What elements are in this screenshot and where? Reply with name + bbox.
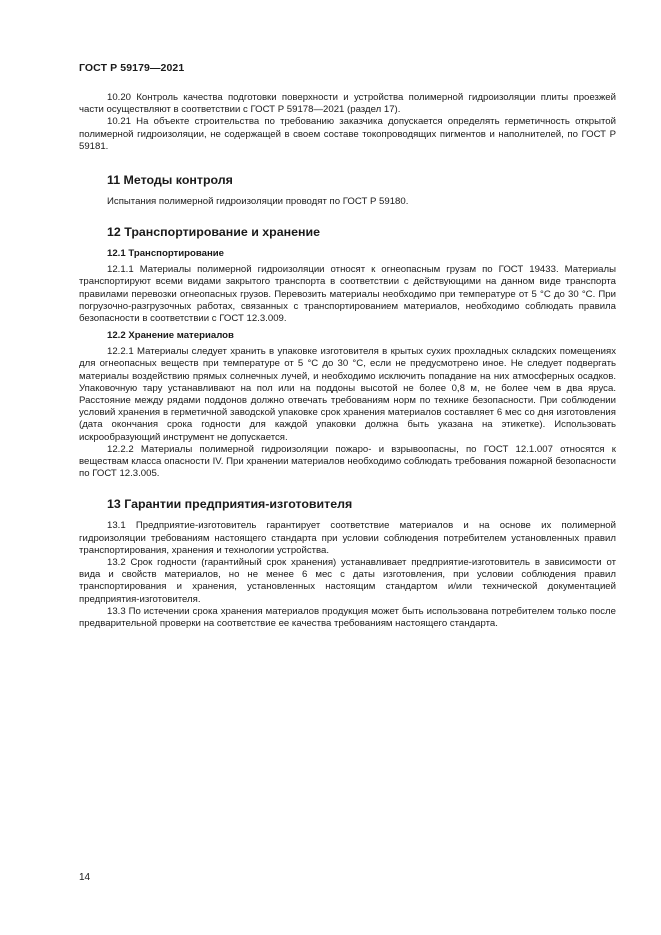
page-content: [79, 92, 616, 630]
paragraph-12-1-1: 12.1.1 Материалы полимерной гидроизоляции относят к огнеопасным грузам по ГОСТ 19433. Материалы транспортируют всеми видами закрытого транспорта в соответствии с действующими на данном виде транспорта правилами перевозки огнеопасных грузов. Перевозить материалы необходимо при температуре от 5 °С до 30 °С. При погрузочно-разгрузочных работах, связанных с транспортированием материалов, необходимо соблюдать правила безопасности в соответствии с ГОСТ 12.3.009.: [79, 264, 616, 325]
section-11-title: 11 Методы контроля: [107, 173, 233, 188]
paragraph-12-2-1: 12.2.1 Материалы следует хранить в упаковке изготовителя в крытых сухих прохладных складских помещениях для огнеопасных веществ при температуре от 5 °С до 30 °С, если не предусмотрено иное. Не следует подвергать материалы воздействию прямых солнечных лучей, и необходимо исключить попадание на них атмосферных осадков. Упаковочную тару устанавливают на пол или на поддоны высотой не более 0,8 м, не более чем в два яруса. Расстояние между рядами поддонов должно отвечать требованиям норм по технике безопасности. При соблюдении условий хранения в герметичной заводской упаковке срок хранения материалов составляет 6 мес со дня изготовления (дата окончания срока годности для каждой упаковки должна быть указана на этикетке). Использовать искрообразующий инструмент не допускается.: [79, 346, 616, 443]
paragraph-13-2: 13.2 Срок годности (гарантийный срок хранения) устанавливает предприятие-изготовитель в зависимости от вида и свойств материалов, но не менее 6 мес с даты изготовления, при условии соблюдения правил транспортирования и хранения, установленных настоящим стандартом и/или технической документацией предприятия-изготовителя.: [79, 557, 616, 605]
paragraph-13-3: 13.3 По истечении срока хранения материалов продукция может быть использована потребителем только после предварительной проверки на соответствие ее качества требованиям настоящего стандарта.: [79, 605, 616, 630]
section-13-title: 13 Гарантии предприятия-изготовителя: [107, 497, 353, 512]
paragraph-13-1: 13.1 Предприятие-изготовитель гарантирует соответствие материалов и на основе их полимерной гидроизоляции требованиям настоящего стандарта при условии соблюдения потребителем установленных правил транспортирования, хранения и технологии устройства.: [79, 520, 616, 556]
page-number: 14: [79, 872, 91, 883]
subsection-12-1-title: 12.1 Транспортирование: [107, 248, 224, 260]
section-12-title: 12 Транспортирование и хранение: [107, 225, 320, 240]
standard-header: ГОСТ Р 59179—2021: [79, 62, 185, 74]
paragraph-12-2-2: 12.2.2 Материалы полимерной гидроизоляции пожаро- и взрывоопасны, по ГОСТ 12.1.007 относятся к веществам класса опасности IV. При хранении материалов необходимо соблюдать требования пожарной безопасности по ГОСТ 12.3.005.: [79, 443, 616, 480]
paragraph-10-20: 10.20 Контроль качества подготовки поверхности и устройства полимерной гидроизоляции плиты проезжей части осуществляют в соответствии с ГОСТ Р 59178—2021 (раздел 17).: [79, 92, 616, 116]
paragraph-10-21: 10.21 На объекте строительства по требованию заказчика допускается определять герметичность открытой полимерной гидроизоляции, не содержащей в своем составе токопроводящих пигментов и наполнителей, по ГОСТ Р 59181.: [79, 116, 616, 152]
section-11-text: Испытания полимерной гидроизоляции проводят по ГОСТ Р 59180.: [107, 196, 409, 208]
subsection-12-2-title: 12.2 Хранение материалов: [107, 330, 234, 342]
